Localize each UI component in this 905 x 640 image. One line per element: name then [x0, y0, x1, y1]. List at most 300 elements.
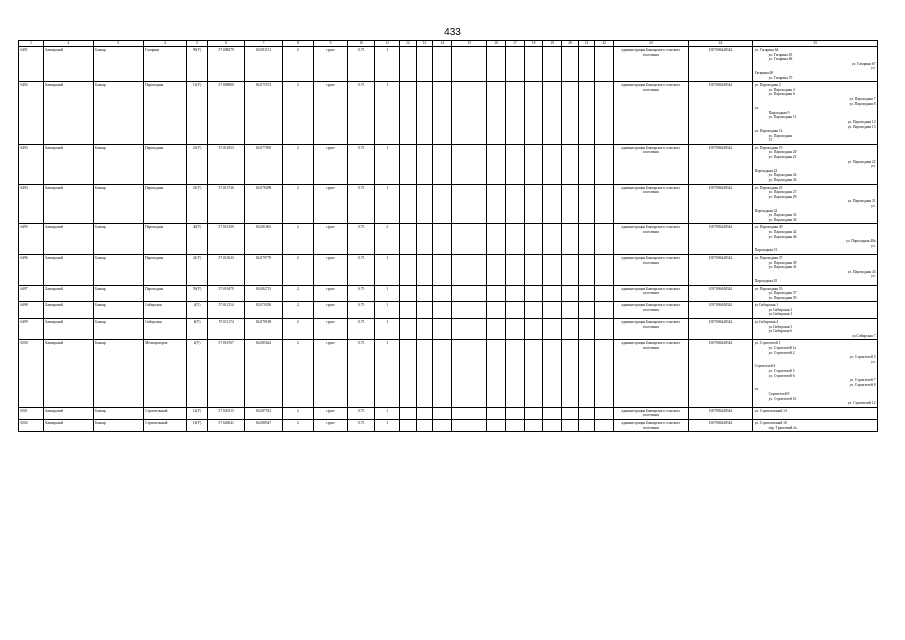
empty-cell — [452, 254, 487, 285]
settlement-cell: Бакчар — [93, 184, 143, 224]
column-8-cell: 2 — [282, 285, 313, 302]
record-number: 6497 — [19, 285, 44, 302]
empty-cell — [543, 82, 562, 145]
area-cell: 0.75 — [348, 285, 375, 302]
latitude-cell: 57.016767 — [208, 340, 245, 407]
table-row — [19, 302, 878, 319]
street-cell: Строительный — [143, 419, 187, 431]
address-line: ул.Сибирская 1 — [754, 303, 779, 308]
count-cell: 1 — [375, 319, 400, 340]
address-line: ул. — [754, 387, 760, 392]
ogrn-cell: 1057006448344 — [688, 82, 752, 145]
latitude-cell: 57.011174 — [208, 319, 245, 340]
address-line: ул. Пароходная 13 — [847, 124, 876, 129]
empty-cell — [416, 419, 433, 431]
address-line: ул. Пароходная 11 — [768, 115, 797, 120]
column-number-2: 2 — [43, 41, 93, 47]
area-cell: 0.75 — [348, 319, 375, 340]
empty-cell — [543, 254, 562, 285]
empty-cell — [543, 340, 562, 407]
empty-cell — [433, 47, 452, 82]
address-line: 15 — [768, 138, 773, 143]
address-line: ул. Пароходная 20 — [768, 150, 797, 155]
address-line: ул. Строителей 1а — [768, 346, 797, 351]
count-cell: 2 — [375, 224, 400, 255]
address-line: ул. Пароходная 27 — [768, 190, 797, 195]
address-line: ул. Пароходная 24 — [768, 173, 797, 178]
address-line: Пароходная 51 — [754, 248, 778, 253]
empty-cell — [487, 47, 506, 82]
empty-cell — [506, 319, 525, 340]
address-line: ул. Гагарина 65 — [768, 52, 793, 57]
empty-cell — [595, 224, 614, 255]
house-cell: 41(У) — [187, 254, 208, 285]
house-cell: 14(У) — [187, 407, 208, 419]
empty-cell — [595, 302, 614, 319]
district-cell: Бакчарский — [43, 184, 93, 224]
settlement-cell: Бакчар — [93, 224, 143, 255]
settlement-cell: Бакчар — [93, 340, 143, 407]
address-line: ул. — [871, 164, 876, 169]
count-cell: 1 — [375, 419, 400, 431]
count-cell: 1 — [375, 302, 400, 319]
district-cell: Бакчарский — [43, 302, 93, 319]
district-cell: Бакчарский — [43, 144, 93, 184]
empty-cell — [452, 224, 487, 255]
ogrn-cell: 1057006448344 — [688, 144, 752, 184]
count-cell: 1 — [375, 340, 400, 407]
owner-cell: администрация Бакчарского сельского поселения — [614, 144, 689, 184]
address-line: ул. Пароходная 14 — [754, 129, 783, 134]
address-line: ул. Пароходная 57 — [768, 291, 797, 296]
longitude-cell: 82.078298 — [245, 184, 282, 224]
empty-cell — [416, 47, 433, 82]
empty-cell — [578, 319, 595, 340]
column-8-cell: 2 — [282, 407, 313, 419]
record-number: 6500 — [19, 340, 44, 407]
address-line: ул.Сибирская 7 — [852, 333, 876, 338]
address-line: ул. Гагарина 64 — [754, 48, 779, 52]
empty-cell — [562, 254, 579, 285]
district-cell: Бакчарский — [43, 419, 93, 431]
district-cell: Бакчарский — [43, 47, 93, 82]
empty-cell — [595, 407, 614, 419]
address-line: Строителей 4 — [754, 364, 776, 369]
address-line: ул.Сибирская 2 — [768, 307, 793, 312]
empty-cell — [433, 184, 452, 224]
empty-cell — [433, 419, 452, 431]
table-row — [19, 47, 878, 82]
street-cell: Пароходная — [143, 285, 187, 302]
empty-cell — [595, 82, 614, 145]
empty-cell — [487, 82, 506, 145]
street-cell: Строительный — [143, 407, 187, 419]
column-number-23: 23 — [614, 41, 689, 47]
table-row — [19, 224, 878, 255]
ogrn-cell: 1057006448344 — [688, 419, 752, 431]
empty-cell — [433, 340, 452, 407]
column-number-18: 18 — [524, 41, 543, 47]
table-body — [19, 47, 878, 432]
surface-cell: грунт — [313, 302, 347, 319]
address-line: ул. Строителей 8 — [849, 382, 876, 387]
area-cell: 0.75 — [348, 302, 375, 319]
column-number-1: 1 — [19, 41, 44, 47]
address-line: ул. Пароходная 43 — [847, 269, 876, 274]
empty-cell — [433, 407, 452, 419]
record-number: 6493 — [19, 144, 44, 184]
empty-cell — [400, 224, 417, 255]
address-line: ул. — [871, 243, 876, 248]
address-line: ул. Гагарина 66 — [768, 57, 793, 62]
served-addresses-cell — [753, 419, 878, 431]
served-addresses-cell — [753, 302, 878, 319]
table-row — [19, 407, 878, 419]
record-number: 6491 — [19, 47, 44, 82]
address-line: ул. Строительный 14 — [754, 408, 787, 413]
column-number-19: 19 — [543, 41, 562, 47]
empty-cell — [400, 340, 417, 407]
empty-cell — [487, 419, 506, 431]
address-line: ул. Пароходная 7 — [849, 96, 876, 101]
column-8-cell: 2 — [282, 319, 313, 340]
surface-cell: грунт — [313, 82, 347, 145]
empty-cell — [543, 47, 562, 82]
empty-cell — [543, 285, 562, 302]
district-cell: Бакчарский — [43, 407, 93, 419]
column-number-15: 15 — [452, 41, 487, 47]
area-cell: 0.75 — [348, 407, 375, 419]
table-row — [19, 340, 878, 407]
latitude-cell: 57.013736 — [208, 184, 245, 224]
empty-cell — [452, 47, 487, 82]
address-line: ул. Пароходная 34 — [768, 217, 797, 222]
surface-cell: грунт — [313, 285, 347, 302]
address-line: ул. Пароходная 37 — [754, 255, 783, 260]
address-line: ул. Пароходная 12 — [847, 119, 876, 124]
longitude-cell: 82.077859 — [245, 144, 282, 184]
area-cell: 0.75 — [348, 82, 375, 145]
house-cell: 40(У) — [187, 224, 208, 255]
empty-cell — [452, 407, 487, 419]
area-cell: 0.75 — [348, 340, 375, 407]
house-cell: 2(У) — [187, 340, 208, 407]
address-line: ул. — [871, 359, 876, 364]
table-row — [19, 319, 878, 340]
record-number: 6492 — [19, 82, 44, 145]
address-line: ул. Строителей 3 — [849, 355, 876, 360]
empty-cell — [416, 144, 433, 184]
column-8-cell: 2 — [282, 419, 313, 431]
empty-cell — [524, 47, 543, 82]
ogrn-cell: 1057006448344 — [688, 285, 752, 302]
empty-cell — [595, 319, 614, 340]
empty-cell — [524, 82, 543, 145]
count-cell: 1 — [375, 47, 400, 82]
address-line: Пароходная 32 — [754, 208, 778, 213]
latitude-cell: 57.009800 — [208, 82, 245, 145]
empty-cell — [562, 319, 579, 340]
empty-cell — [578, 419, 595, 431]
column-number-11: 11 — [375, 41, 400, 47]
longitude-cell: 82.082715 — [245, 285, 282, 302]
address-line: ул. Пароходная 2 — [754, 83, 781, 88]
empty-cell — [562, 340, 579, 407]
empty-cell — [400, 184, 417, 224]
empty-cell — [400, 47, 417, 82]
record-number: 6502 — [19, 419, 44, 431]
settlement-cell: Бакчар — [93, 82, 143, 145]
empty-cell — [506, 184, 525, 224]
empty-cell — [562, 82, 579, 145]
empty-cell — [578, 47, 595, 82]
empty-cell — [595, 419, 614, 431]
empty-cell — [595, 254, 614, 285]
latitude-cell: 57.016109 — [208, 224, 245, 255]
column-8-cell: 2 — [282, 224, 313, 255]
empty-cell — [416, 224, 433, 255]
street-cell: Пароходная — [143, 224, 187, 255]
address-line: ул. Пароходная 59 — [768, 295, 797, 300]
empty-cell — [595, 285, 614, 302]
empty-cell — [562, 47, 579, 82]
empty-cell — [400, 144, 417, 184]
address-line: пер. Трактовый 2а — [768, 425, 797, 430]
record-number: 6494 — [19, 184, 44, 224]
address-line: ул. Пароходная 19 — [754, 145, 783, 150]
empty-cell — [416, 82, 433, 145]
column-number-10: 10 — [348, 41, 375, 47]
longitude-cell: 82.085622 — [245, 340, 282, 407]
empty-cell — [578, 285, 595, 302]
settlement-cell: Бакчар — [93, 144, 143, 184]
empty-cell — [433, 254, 452, 285]
empty-cell — [487, 340, 506, 407]
record-number: 6499 — [19, 319, 44, 340]
column-number-25: 25 — [753, 41, 878, 47]
ogrn-cell: 1057006448344 — [688, 224, 752, 255]
area-cell: 0.75 — [348, 47, 375, 82]
address-line: ул. Пароходная 6 — [768, 92, 795, 97]
address-line: ул. Пароходная — [768, 133, 792, 138]
empty-cell — [543, 407, 562, 419]
served-addresses-cell — [753, 47, 878, 82]
district-cell: Бакчарский — [43, 319, 93, 340]
street-cell: Мелиораторов — [143, 340, 187, 407]
settlement-cell: Бакчар — [93, 407, 143, 419]
empty-cell — [400, 319, 417, 340]
empty-cell — [578, 407, 595, 419]
latitude-cell: 57.012114 — [208, 302, 245, 319]
empty-cell — [416, 254, 433, 285]
column-number-8: 8 — [282, 41, 313, 47]
street-cell: Сибирская — [143, 302, 187, 319]
empty-cell — [562, 285, 579, 302]
surface-cell: грунт — [313, 144, 347, 184]
address-line: Гагарина 68 — [754, 70, 774, 75]
empty-cell — [400, 254, 417, 285]
longitude-cell: 82.088547 — [245, 419, 282, 431]
empty-cell — [433, 285, 452, 302]
address-line: ул.Сибирская 5 — [768, 324, 793, 329]
empty-cell — [452, 82, 487, 145]
area-cell: 0.75 — [348, 144, 375, 184]
page-number: 433 — [444, 27, 461, 38]
empty-cell — [487, 285, 506, 302]
address-line: ул. Пароходная 33 — [768, 213, 797, 218]
empty-cell — [416, 302, 433, 319]
address-line: ул. — [871, 66, 876, 71]
empty-cell — [524, 407, 543, 419]
empty-cell — [433, 144, 452, 184]
address-line: ул. Пароходная 41 — [768, 265, 797, 270]
column-number-16: 16 — [487, 41, 506, 47]
empty-cell — [543, 224, 562, 255]
count-cell: 1 — [375, 407, 400, 419]
address-line: ул. Строителей 1 — [754, 341, 781, 346]
empty-cell — [562, 419, 579, 431]
empty-cell — [487, 302, 506, 319]
column-number-21: 21 — [578, 41, 595, 47]
empty-cell — [506, 419, 525, 431]
ogrn-cell: 1057006448344 — [688, 47, 752, 82]
district-cell: Бакчарский — [43, 224, 93, 255]
house-cell: 31(У) — [187, 184, 208, 224]
latitude-cell: 57.020315 — [208, 407, 245, 419]
address-line: ул.Сибирская 4 — [754, 320, 779, 325]
empty-cell — [400, 407, 417, 419]
district-cell: Бакчарский — [43, 285, 93, 302]
column-number-22: 22 — [595, 41, 614, 47]
count-cell: 1 — [375, 254, 400, 285]
empty-cell — [452, 419, 487, 431]
address-line: ул. Пароходная 22 — [847, 159, 876, 164]
address-line: Строителей 9 — [768, 391, 790, 396]
empty-cell — [578, 184, 595, 224]
served-addresses-cell — [753, 82, 878, 145]
empty-cell — [416, 407, 433, 419]
address-line: ул. Пароходная 42 — [768, 229, 797, 234]
empty-cell — [543, 144, 562, 184]
address-line: ул. Строителей 5 — [768, 369, 795, 373]
owner-cell: администрация Бакчарского сельского поселения — [614, 47, 689, 82]
empty-cell — [543, 184, 562, 224]
empty-cell — [543, 302, 562, 319]
table-row — [19, 254, 878, 285]
empty-cell — [524, 285, 543, 302]
empty-cell — [595, 340, 614, 407]
empty-cell — [452, 285, 487, 302]
empty-cell — [452, 144, 487, 184]
column-number-13: 13 — [416, 41, 433, 47]
empty-cell — [562, 302, 579, 319]
settlement-cell: Бакчар — [93, 285, 143, 302]
district-cell: Бакчарский — [43, 254, 93, 285]
empty-cell — [400, 419, 417, 431]
empty-cell — [578, 82, 595, 145]
district-cell: Бакчарский — [43, 340, 93, 407]
empty-cell — [452, 302, 487, 319]
house-cell: 99(У) — [187, 47, 208, 82]
area-cell: 0.75 — [348, 419, 375, 431]
served-addresses-cell — [753, 285, 878, 302]
empty-cell — [578, 340, 595, 407]
empty-cell — [506, 302, 525, 319]
empty-cell — [595, 144, 614, 184]
settlement-cell: Бакчар — [93, 319, 143, 340]
empty-cell — [416, 319, 433, 340]
owner-cell: администрация Бакчарского сельского поселения — [614, 184, 689, 224]
owner-cell: администрация Бакчарского сельского поселения — [614, 419, 689, 431]
empty-cell — [416, 285, 433, 302]
area-cell: 0.75 — [348, 184, 375, 224]
longitude-cell: 82.081061 — [245, 224, 282, 255]
count-cell: 1 — [375, 82, 400, 145]
column-8-cell: 2 — [282, 47, 313, 82]
ogrn-cell: 1057006448344 — [688, 340, 752, 407]
column-8-cell: 2 — [282, 254, 313, 285]
empty-cell — [524, 419, 543, 431]
empty-cell — [506, 340, 525, 407]
empty-cell — [595, 184, 614, 224]
empty-cell — [524, 302, 543, 319]
address-line: ул. Строителей 12 — [847, 401, 876, 406]
address-line: ул. Пароходная 39 — [768, 260, 797, 265]
empty-cell — [400, 82, 417, 145]
address-line: ул. Пароходная 31 — [847, 199, 876, 204]
table-row — [19, 144, 878, 184]
ogrn-cell: 1057006448344 — [688, 184, 752, 224]
empty-cell — [400, 302, 417, 319]
address-line: ул. Пароходная 26 — [768, 178, 797, 183]
record-number: 6495 — [19, 224, 44, 255]
empty-cell — [524, 319, 543, 340]
house-cell: 59(У) — [187, 285, 208, 302]
empty-cell — [562, 144, 579, 184]
house-cell: 2(У) — [187, 302, 208, 319]
empty-cell — [524, 224, 543, 255]
count-cell: 1 — [375, 285, 400, 302]
empty-cell — [506, 224, 525, 255]
column-number-9: 9 — [313, 41, 347, 47]
empty-cell — [506, 144, 525, 184]
ogrn-cell: 1057006448344 — [688, 302, 752, 319]
empty-cell — [578, 144, 595, 184]
settlement-cell: Бакчар — [93, 254, 143, 285]
address-line: ул. Пароходная 55 — [754, 286, 783, 291]
street-cell: Гагарина — [143, 47, 187, 82]
empty-cell — [578, 302, 595, 319]
table-row — [19, 184, 878, 224]
empty-cell — [506, 82, 525, 145]
empty-cell — [433, 224, 452, 255]
empty-cell — [543, 419, 562, 431]
served-addresses-cell — [753, 319, 878, 340]
column-number-24: 24 — [688, 41, 752, 47]
empty-cell — [416, 184, 433, 224]
column-number-4: 4 — [143, 41, 187, 47]
empty-cell — [578, 254, 595, 285]
empty-cell — [506, 254, 525, 285]
empty-cell — [487, 144, 506, 184]
empty-cell — [578, 224, 595, 255]
empty-cell — [524, 184, 543, 224]
empty-cell — [452, 184, 487, 224]
empty-cell — [543, 319, 562, 340]
address-line: ул. Пароходная 46 — [768, 234, 797, 239]
owner-cell: администрация Бакчарского сельского поселения — [614, 407, 689, 419]
empty-cell — [433, 82, 452, 145]
